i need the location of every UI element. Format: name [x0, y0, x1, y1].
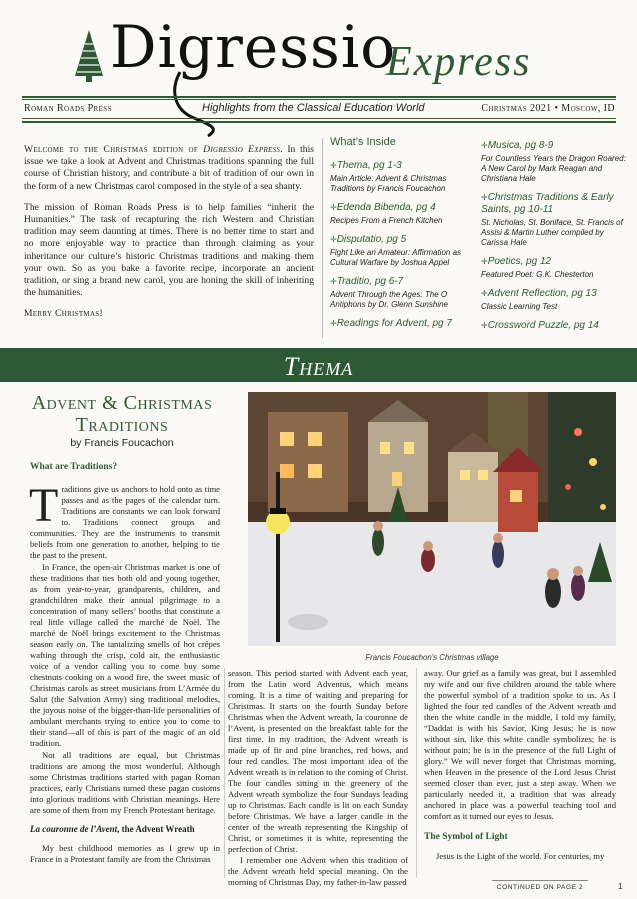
paragraph-text: raditions give us anchors to hold onto as time passes and as the pages of the calendar turn. Traditions are constants we can look forward to. Traditions connect groups and communities. They are the instruments to transmit beliefs from one generation to another, helping to tie the past to the present.: [30, 484, 220, 560]
whats-inside-continued: [481, 140, 631, 340]
article-paragraph: season. This period started with Advent each year, from the Latin word Adventus, which means coming. It is a time of waiting and preparing for Christmas. It starts on the fourth Sunday before Christmas when the Advent wreath, la couronne de l’Avent, is presented on the breakfast table for the first time. In my tradition, the Advent wreath is made up of fir and pine branches, red bows, and four red candles. The most important idea of the Advent wreath is in relation to the coming of Christ. The four candles sitting in the greenery of the Advent wreath symbolize the four Sundays leading up to Christmas. Each candle is lit on each Sunday before Christmas. We have a larger candle in the center of the wreath representing the Kingship of Christ, or sometimes it is white, representing the perfection of Christ.: [228, 668, 408, 854]
intro-text: . In this issue we take a look at Advent and Christmas traditions spanning the full course of Christian history, and contribute a bit of tradition of our own in the form of a new Christmas carol composed in the style of a sea shanty.: [24, 144, 314, 192]
publisher-name: Roman Roads Press: [24, 103, 112, 114]
masthead-rule: [22, 99, 616, 100]
edition-label: Christmas 2021 • Moscow, ID: [481, 103, 615, 114]
subheading-french: La couronne de l’Avent: [30, 824, 118, 834]
toc-item[interactable]: [481, 288, 631, 312]
toc-section[interactable]: ✛ Readings for Advent, pg 7: [330, 318, 480, 330]
subheading-english: , the Advent Wreath: [117, 824, 195, 834]
masthead-title: Digressio: [110, 13, 397, 81]
toc-description: Advent Through the Ages: The O Antiphons by Dr. Glenn Sunshine: [330, 290, 448, 309]
drop-cap: T: [29, 479, 59, 532]
article-paragraph: My best childhood memories as I grew up in France in a Protestant family are from the Christmas: [30, 843, 220, 864]
photo-caption: Francis Foucachon's Christmas village: [365, 653, 499, 662]
article-paragraph: [29, 479, 220, 561]
toc-item[interactable]: [481, 192, 631, 248]
subheading: The Symbol of Light: [424, 832, 508, 842]
article-column-3: [424, 668, 616, 862]
intro-signoff: Merry Christmas!: [24, 308, 104, 320]
toc-section[interactable]: ✛ Advent Reflection, pg 13: [481, 288, 631, 300]
christmas-tree-icon: [72, 30, 106, 82]
toc-item[interactable]: [330, 160, 480, 194]
masthead: [0, 0, 637, 96]
column-divider: [416, 668, 417, 878]
masthead-rule: [22, 96, 616, 98]
article-paragraph: I remember one Advent when this tradition of the Advent wreath held special meaning. On the morning of Christmas Day, my father-in-law passed: [228, 855, 408, 887]
masthead-subtitle: Express: [386, 39, 532, 85]
continued-rule: [492, 880, 588, 881]
whats-inside: [330, 136, 480, 338]
subheading: [30, 824, 220, 835]
toc-section[interactable]: ✛ Christmas Traditions & Early Saints, pg 10-11: [481, 192, 631, 216]
toc-description: Featured Poet: G.K. Chesterton: [481, 270, 594, 279]
toc-item[interactable]: [330, 276, 480, 310]
page-number: 1: [618, 882, 623, 891]
toc-description: Recipes From a French Kitchen: [330, 216, 443, 225]
column-divider: [322, 138, 323, 338]
intro-letter: [24, 144, 314, 330]
toc-item[interactable]: [330, 318, 480, 330]
toc-description: For Countless Years the Dragon Roared: A New Carol by Mark Reagan and Christiana Hale: [481, 154, 626, 183]
intro-paragraph: The mission of Roman Roads Press is to help families “inherit the Humanities.” The task of recapturing the rich Western and Christian tradition may seem daunting at times. There is no better time to start and no more enjoyable way to practice than through claiming as your inheritance our culture’s historic Christmas traditions and making them your own. So as you bake a favorite recipe, incorporate an ancient tradition, or sing a brand new carol, you are honing the skill of inheriting the humanities.: [24, 201, 314, 299]
article-paragraph: In France, the open-air Christmas market is one of these traditions that ties both old and young together, as from year-to-year, grandparents, children, and grandchildren make their annual pilgrimage to a concentration of many sellers’ booths that constitute a real little village called the marché de Noël. The marché de Noël brings excitement to the Christmas season early on. The tantalizing smells of hot crêpes wafting through the crisp, cold air, the enthusiastic voice of a vendor calling you to come buy some chestnuts cooking on a wood fire, the sweet music of Christmas carols as street musicians from L’Armée du Salut (the Salvation Army) sing traditional melodies, the joyous noise of the bigger-than-life personalities of ambulant merchants trying to entice you to come to their stand—all of this is part of the magic of an old tradition.: [30, 562, 220, 748]
section-title: Thema: [283, 352, 354, 381]
toc-section[interactable]: ✛ Poetics, pg 12: [481, 256, 631, 268]
article-byline: by Francis Foucachon: [70, 437, 174, 449]
article-column-2: [228, 668, 408, 888]
toc-section[interactable]: ✛ Musica, pg 8-9: [481, 140, 631, 152]
article-title: Advent & Christmas Traditions: [31, 392, 213, 436]
toc-item[interactable]: [481, 320, 631, 332]
whats-inside-heading: What’s Inside: [330, 136, 396, 148]
toc-description: Classic Learning Test: [481, 302, 558, 311]
article-paragraph: Jesus is the Light of the world. For centuries, my: [436, 851, 605, 861]
intro-paragraph: [24, 144, 314, 193]
intro-publication: Digressio Express: [203, 144, 281, 155]
continued-link[interactable]: CONTINUED ON PAGE 2: [496, 884, 584, 891]
toc-section[interactable]: ✛ Traditio, pg 6-7: [330, 276, 480, 288]
toc-section[interactable]: ✛ Crossword Puzzle, pg 14: [481, 320, 631, 332]
subheading: What are Traditions?: [30, 462, 118, 472]
toc-description: Fight Like an Amateur: Affirmation as Cultural Warfare by Joshua Appel: [330, 248, 462, 267]
article-column-1: [30, 462, 220, 866]
article-paragraph: away. Our grief as a family was great, but I assembled my wife and our five children around the table where the powerful symbol of a tradition spoke to us. As I lighted the four red candles of the Advent wreath and then the white candle in the middle, I told my family, “Daddat is with his Savior, King Jesus; he is now without sin, like this white candle symbolizes; he is without pain; he is in the presence of the full Light of glory.” We will never forget that Christmas morning, when Heaven in the presence of the Lord Jesus Christ seemed closer than ever, just a step away. When we particularly needed it, a tradition that was already anchored in place was a powerful teaching tool and comfort as it turned our eyes to Jesus.: [424, 668, 616, 821]
intro-lead: Welcome to the Christmas edition of: [24, 144, 204, 155]
toc-description: St. Nicholas, St. Boniface, St. Francis of Assisi & Martin Luther compiled by Carissa Hale: [481, 218, 623, 247]
toc-item[interactable]: [330, 234, 480, 268]
tagline: Highlights from the Classical Education World: [202, 102, 425, 114]
article-paragraph: Not all traditions are equal, but Christmas traditions are among the most wonderful. Although some Christmas traditions started with pagan Roman practices, early Christians turned these pagan customs into glorious traditions with Christian meanings. Here are some of them from my French Protestant heritage.: [30, 750, 220, 815]
toc-item[interactable]: [330, 202, 480, 226]
banner-rule: [22, 118, 616, 119]
toc-item[interactable]: [481, 140, 631, 184]
toc-description: Main Article: Advent & Christmas Traditions by Francis Foucachon: [330, 174, 447, 193]
christmas-village-photo: [248, 392, 616, 646]
toc-section[interactable]: ✛ Edenda Bibenda, pg 4: [330, 202, 480, 214]
toc-item[interactable]: [481, 256, 631, 280]
column-divider: [224, 668, 225, 878]
toc-section[interactable]: ✛ Thema, pg 1-3: [330, 160, 480, 172]
toc-section[interactable]: ✛ Disputatio, pg 5: [330, 234, 480, 246]
banner-rule: [22, 121, 616, 123]
section-band: [0, 348, 637, 382]
